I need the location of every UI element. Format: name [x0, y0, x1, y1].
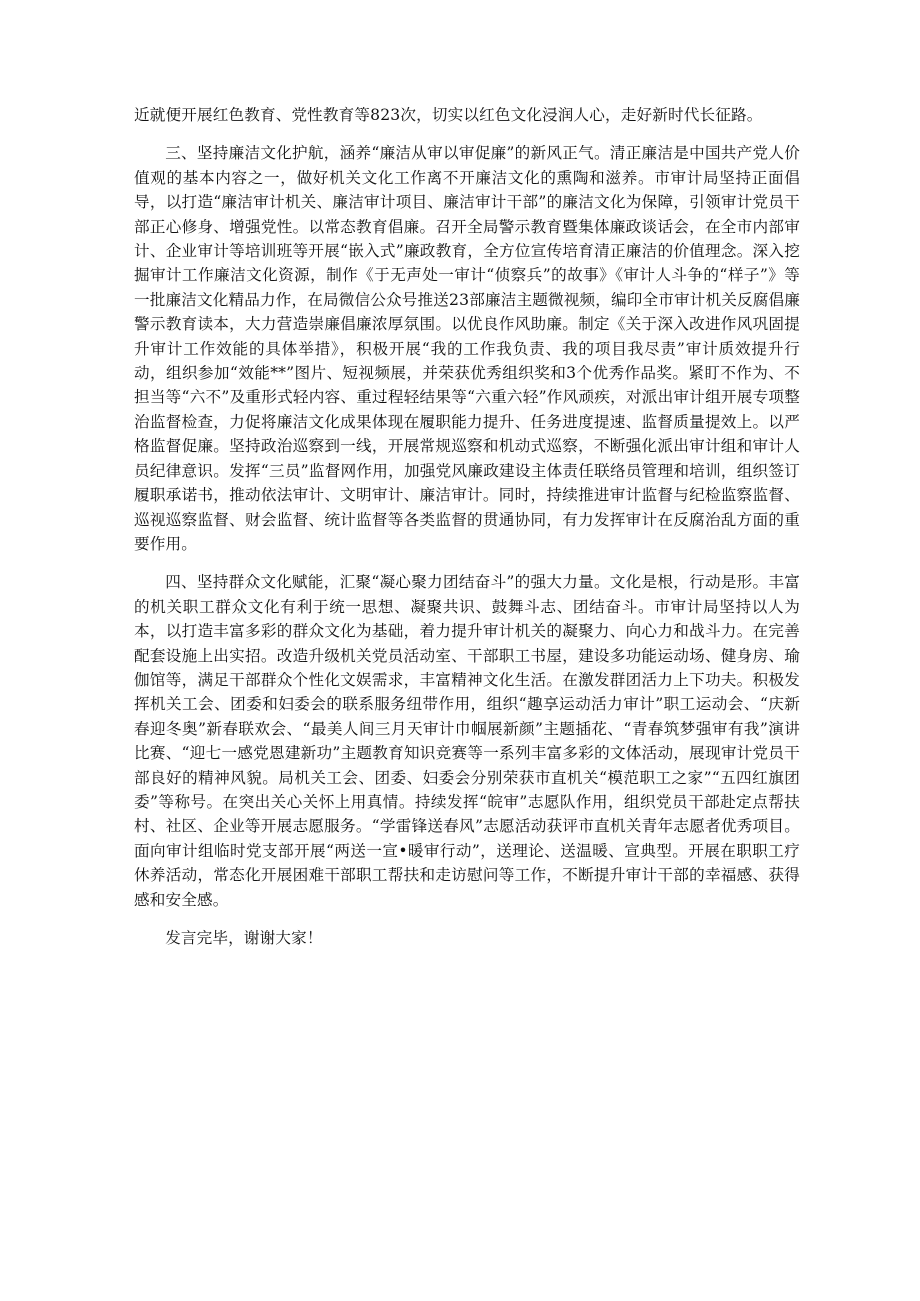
paragraph-integrity-culture: 三、坚持廉洁文化护航，涵养“廉洁从审以审促廉”的新风正气。清正廉洁是中国共产党人价值观的基本内容之一，做好机关文化工作离不开廉洁文化的熏陶和滋养。市审计局坚持正面倡导，以打造“廉洁审计机关、廉洁审计项目、廉洁审计干部”的廉洁文化为保障，引领审计党员干部正心修身、增强党性。以常态教育倡廉。召开全局警示教育暨集体廉政谈话会，在全市内部审计、企业审计等培训班等开展“嵌入式”廉政教育，全方位宣传培育清正廉洁的价值理念。深入挖掘审计工作廉洁文化资源，制作《于无声处一审计“侦察兵”的故事》《审计人斗争的“样子”》等一批廉洁文化精品力作，在局微信公众号推送23部廉洁主题微视频，编印全市审计机关反腐倡廉警示教育读本，大力营造崇廉倡廉浓厚氛围。以优良作风助廉。制定《关于深入改进作风巩固提升审计工作效能的具体举措》，积极开展“我的工作我负责、我的项目我尽责”审计质效提升行动，组织参加“效能**”图片、短视频展，并荣获优秀组织奖和3个优秀作品奖。紧盯不作为、不担当等“六不”及重形式轻内容、重过程轻结果等“六重六轻”作风顽疾，对派出审计组开展专项整治监督检查，力促将廉洁文化成果体现在履职能力提升、任务进度提速、监督质量提效上。以严格监督促廉。坚持政治巡察到一线，开展常规巡察和机动式巡察，不断强化派出审计组和审计人员纪律意识。发挥“三员”监督网作用，加强党风廉政建设主体责任联络员管理和培训，组织签订履职承诺书，推动依法审计、文明审计、廉洁审计。同时，持续推进审计监督与纪检监察监督、巡视巡察监督、财会监督、统计监督等各类监督的贯通协同，有力发挥审计在反腐治乱方面的重要作用。 — [134, 144, 800, 553]
paragraph-closing: 发言完毕，谢谢大家！ — [165, 929, 323, 947]
paragraph-gap — [134, 912, 800, 926]
paragraph-continuation: 近就便开展红色教育、党性教育等823次，切实以红色文化浸润人心，走好新时代长征路。 — [134, 106, 763, 124]
document-page — [134, 103, 800, 950]
paragraph-gap — [134, 127, 800, 141]
paragraph-mass-culture: 四、坚持群众文化赋能，汇聚“凝心聚力团结奋斗”的强大力量。文化是根，行动是形。丰富的机关职工群众文化有利于统一思想、凝聚共识、鼓舞斗志、团结奋斗。市审计局坚持以人为本，以打造丰富多彩的群众文化为基础，着力提升审计机关的凝聚力、向心力和战斗力。在完善配套设施上出实招。改造升级机关党员活动室、干部职工书屋，建设多功能运动场、健身房、瑜伽馆等，满足干部群众个性化文娱需求，丰富精神文化生活。在激发群团活力上下功夫。积极发挥机关工会、团委和妇委会的联系服务纽带作用，组织“趣享运动活力审计”职工运动会、“庆新春迎冬奥”新春联欢会、“最美人间三月天审计巾帼展新颜”主题插花、“青春筑梦强审有我”演讲比赛、“迎七一感党恩建新功”主题教育知识竞赛等一系列丰富多彩的文体活动，展现审计党员干部良好的精神风貌。局机关工会、团委、妇委会分别荣获市直机关“模范职工之家”“五四红旗团委”等称号。在突出关心关怀上用真情。持续发挥“皖审”志愿队作用，组织党员干部赴定点帮扶村、社区、企业等开展志愿服务。“学雷锋送春风”志愿活动获评市直机关青年志愿者优秀项目。面向审计组临时党支部开展“两送一宣•暖审行动”，送理论、送温暖、宣典型。开展在职职工疗休养活动，常态化开展困难干部职工帮扶和走访慰问等工作，不断提升审计干部的幸福感、获得感和安全感。 — [134, 573, 800, 909]
paragraph-gap — [134, 556, 800, 570]
